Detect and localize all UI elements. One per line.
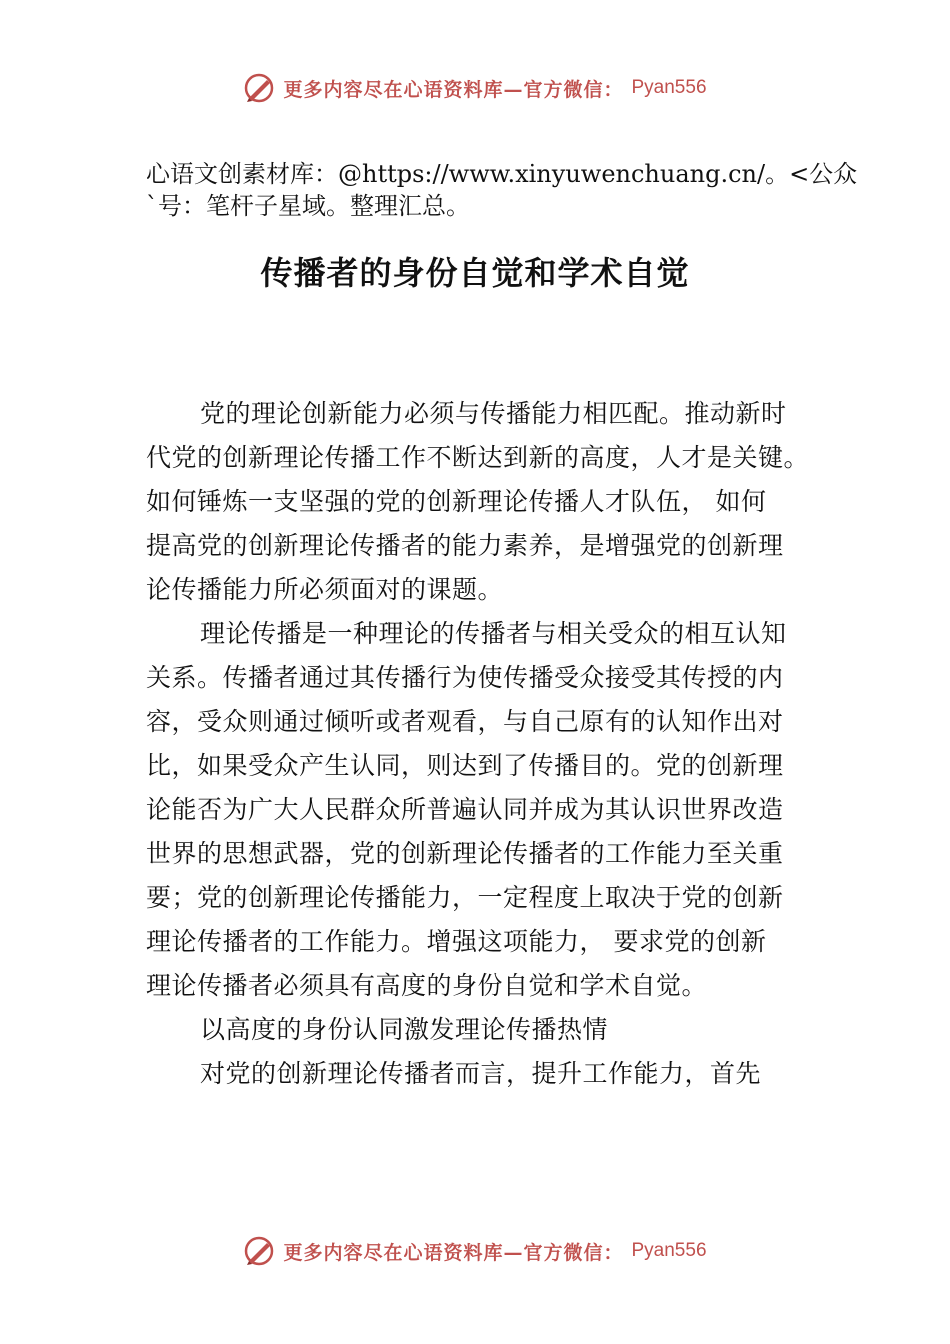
document-title: 传播者的身份自觉和学术自觉 (260, 254, 690, 292)
pen-logo-icon (243, 1235, 275, 1267)
text-line: 论能否为广大人民群众所普遍认同并成为其认识世界改造 (146, 795, 784, 824)
text-line: 世界的思想武器，党的创新理论传播者的工作能力至关重 (146, 839, 784, 868)
header-banner (0, 72, 950, 104)
source-line: 心语文创素材库：@https://www.xinyuwenchuang.cn/。<公众`号：笔杆子星域。整理汇总。 (146, 160, 858, 220)
text-line: 理论传播者必须具有高度的身份自觉和学术自觉。 (146, 971, 708, 1000)
text-line: 关系。传播者通过其传播行为使传播受众接受其传授的内 (146, 663, 784, 692)
text-line: 对党的创新理论传播者而言，提升工作能力，首先 (200, 1059, 762, 1088)
text-line: 党的理论创新能力必须与传播能力相匹配。推动新时 (200, 399, 787, 428)
body-text (146, 392, 846, 1096)
section-heading: 以高度的身份认同激发理论传播热情 (200, 1015, 609, 1044)
footer-banner (0, 1235, 950, 1267)
banner-wechat-id: Pyan556 (631, 1240, 707, 1261)
text-line: 要；党的创新理论传播能力，一定程度上取决于党的创新 (146, 883, 784, 912)
banner-wechat-id: Pyan556 (631, 77, 707, 98)
text-line: 比，如果受众产生认同，则达到了传播目的。党的创新理 (146, 751, 784, 780)
text-line: 论传播能力所必须面对的课题。 (146, 575, 504, 604)
pen-logo-icon (243, 72, 275, 104)
text-line: 容，受众则通过倾听或者观看，与自己原有的认知作出对 (146, 707, 784, 736)
text-line: 如何锤炼一支坚强的党的创新理论传播人才队伍， 如何 (146, 487, 767, 516)
text-line: 提高党的创新理论传播者的能力素养，是增强党的创新理 (146, 531, 784, 560)
text-line: 理论传播是一种理论的传播者与相关受众的相互认知 (200, 619, 787, 648)
text-line: 理论传播者的工作能力。增强这项能力， 要求党的创新 (146, 927, 767, 956)
banner-text: 更多内容尽在心语资料库—官方微信： (283, 1241, 624, 1264)
banner-text: 更多内容尽在心语资料库—官方微信： (283, 78, 624, 101)
text-line: 代党的创新理论传播工作不断达到新的高度，人才是关键。 (146, 443, 810, 472)
